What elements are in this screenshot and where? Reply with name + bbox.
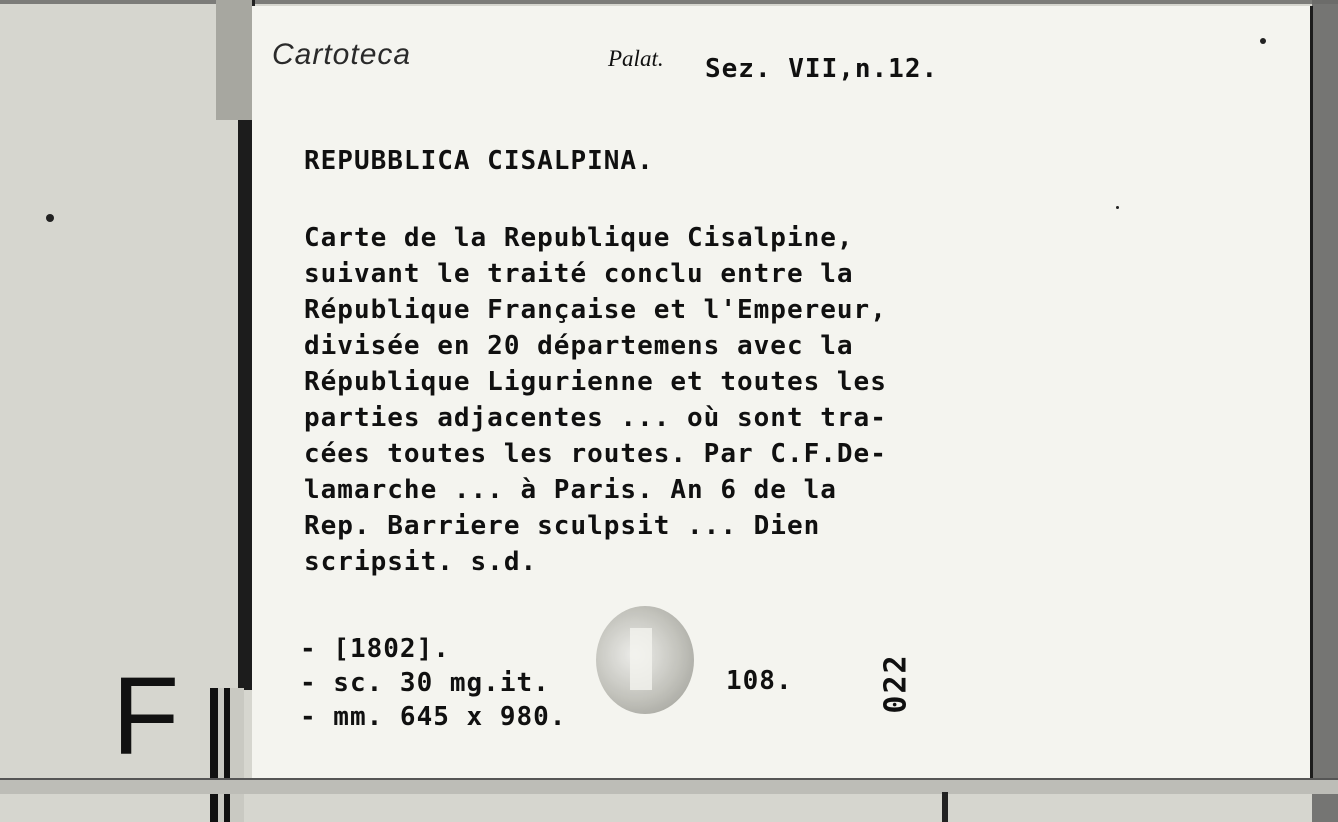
description-line: République Française et l'Empereur, — [304, 295, 887, 325]
description-line: République Ligurienne et toutes les — [304, 367, 887, 397]
physical-details — [300, 632, 566, 734]
film-frame-mark — [942, 792, 948, 822]
library-label: Palat. — [608, 46, 664, 71]
stamp-highlight — [630, 628, 652, 690]
description-line: scripsit. s.d. — [304, 547, 538, 577]
shelfmark: Sez. VII,n.12. — [705, 54, 939, 84]
library-stamp — [596, 606, 694, 714]
subject-heading: REPUBBLICA CISALPINA. — [304, 146, 654, 176]
collection-label: Cartoteca — [272, 38, 412, 71]
film-perforation-marks — [210, 688, 244, 822]
margin-letter: F — [112, 655, 180, 778]
description-line: divisée en 20 départemens avec la — [304, 331, 854, 361]
film-right-edge — [1312, 0, 1338, 822]
film-bottom-edge — [0, 778, 1338, 794]
card-header — [272, 38, 992, 88]
extent-number: 108. — [726, 666, 793, 696]
description-line: Rep. Barriere sculpsit ... Dien — [304, 511, 821, 541]
description-line: parties adjacentes ... où sont tra- — [304, 403, 887, 433]
card-left-border — [238, 120, 252, 690]
date-line: - [1802]. — [300, 634, 450, 664]
description-line: cées toutes les routes. Par C.F.De- — [304, 439, 887, 469]
roll-number: 022 — [878, 653, 914, 714]
scale-line: - sc. 30 mg.it. — [300, 668, 550, 698]
dimensions-line: - mm. 645 x 980. — [300, 702, 567, 732]
description-line: Carte de la Republique Cisalpine, — [304, 223, 854, 253]
film-top-edge — [0, 0, 1338, 4]
bibliographic-description — [304, 220, 1024, 580]
dust-speck — [1260, 38, 1266, 44]
dust-speck — [1116, 206, 1119, 209]
card-index-tab — [216, 0, 255, 120]
description-line: lamarche ... à Paris. An 6 de la — [304, 475, 837, 505]
dust-speck — [46, 214, 54, 222]
description-line: suivant le traité conclu entre la — [304, 259, 854, 289]
